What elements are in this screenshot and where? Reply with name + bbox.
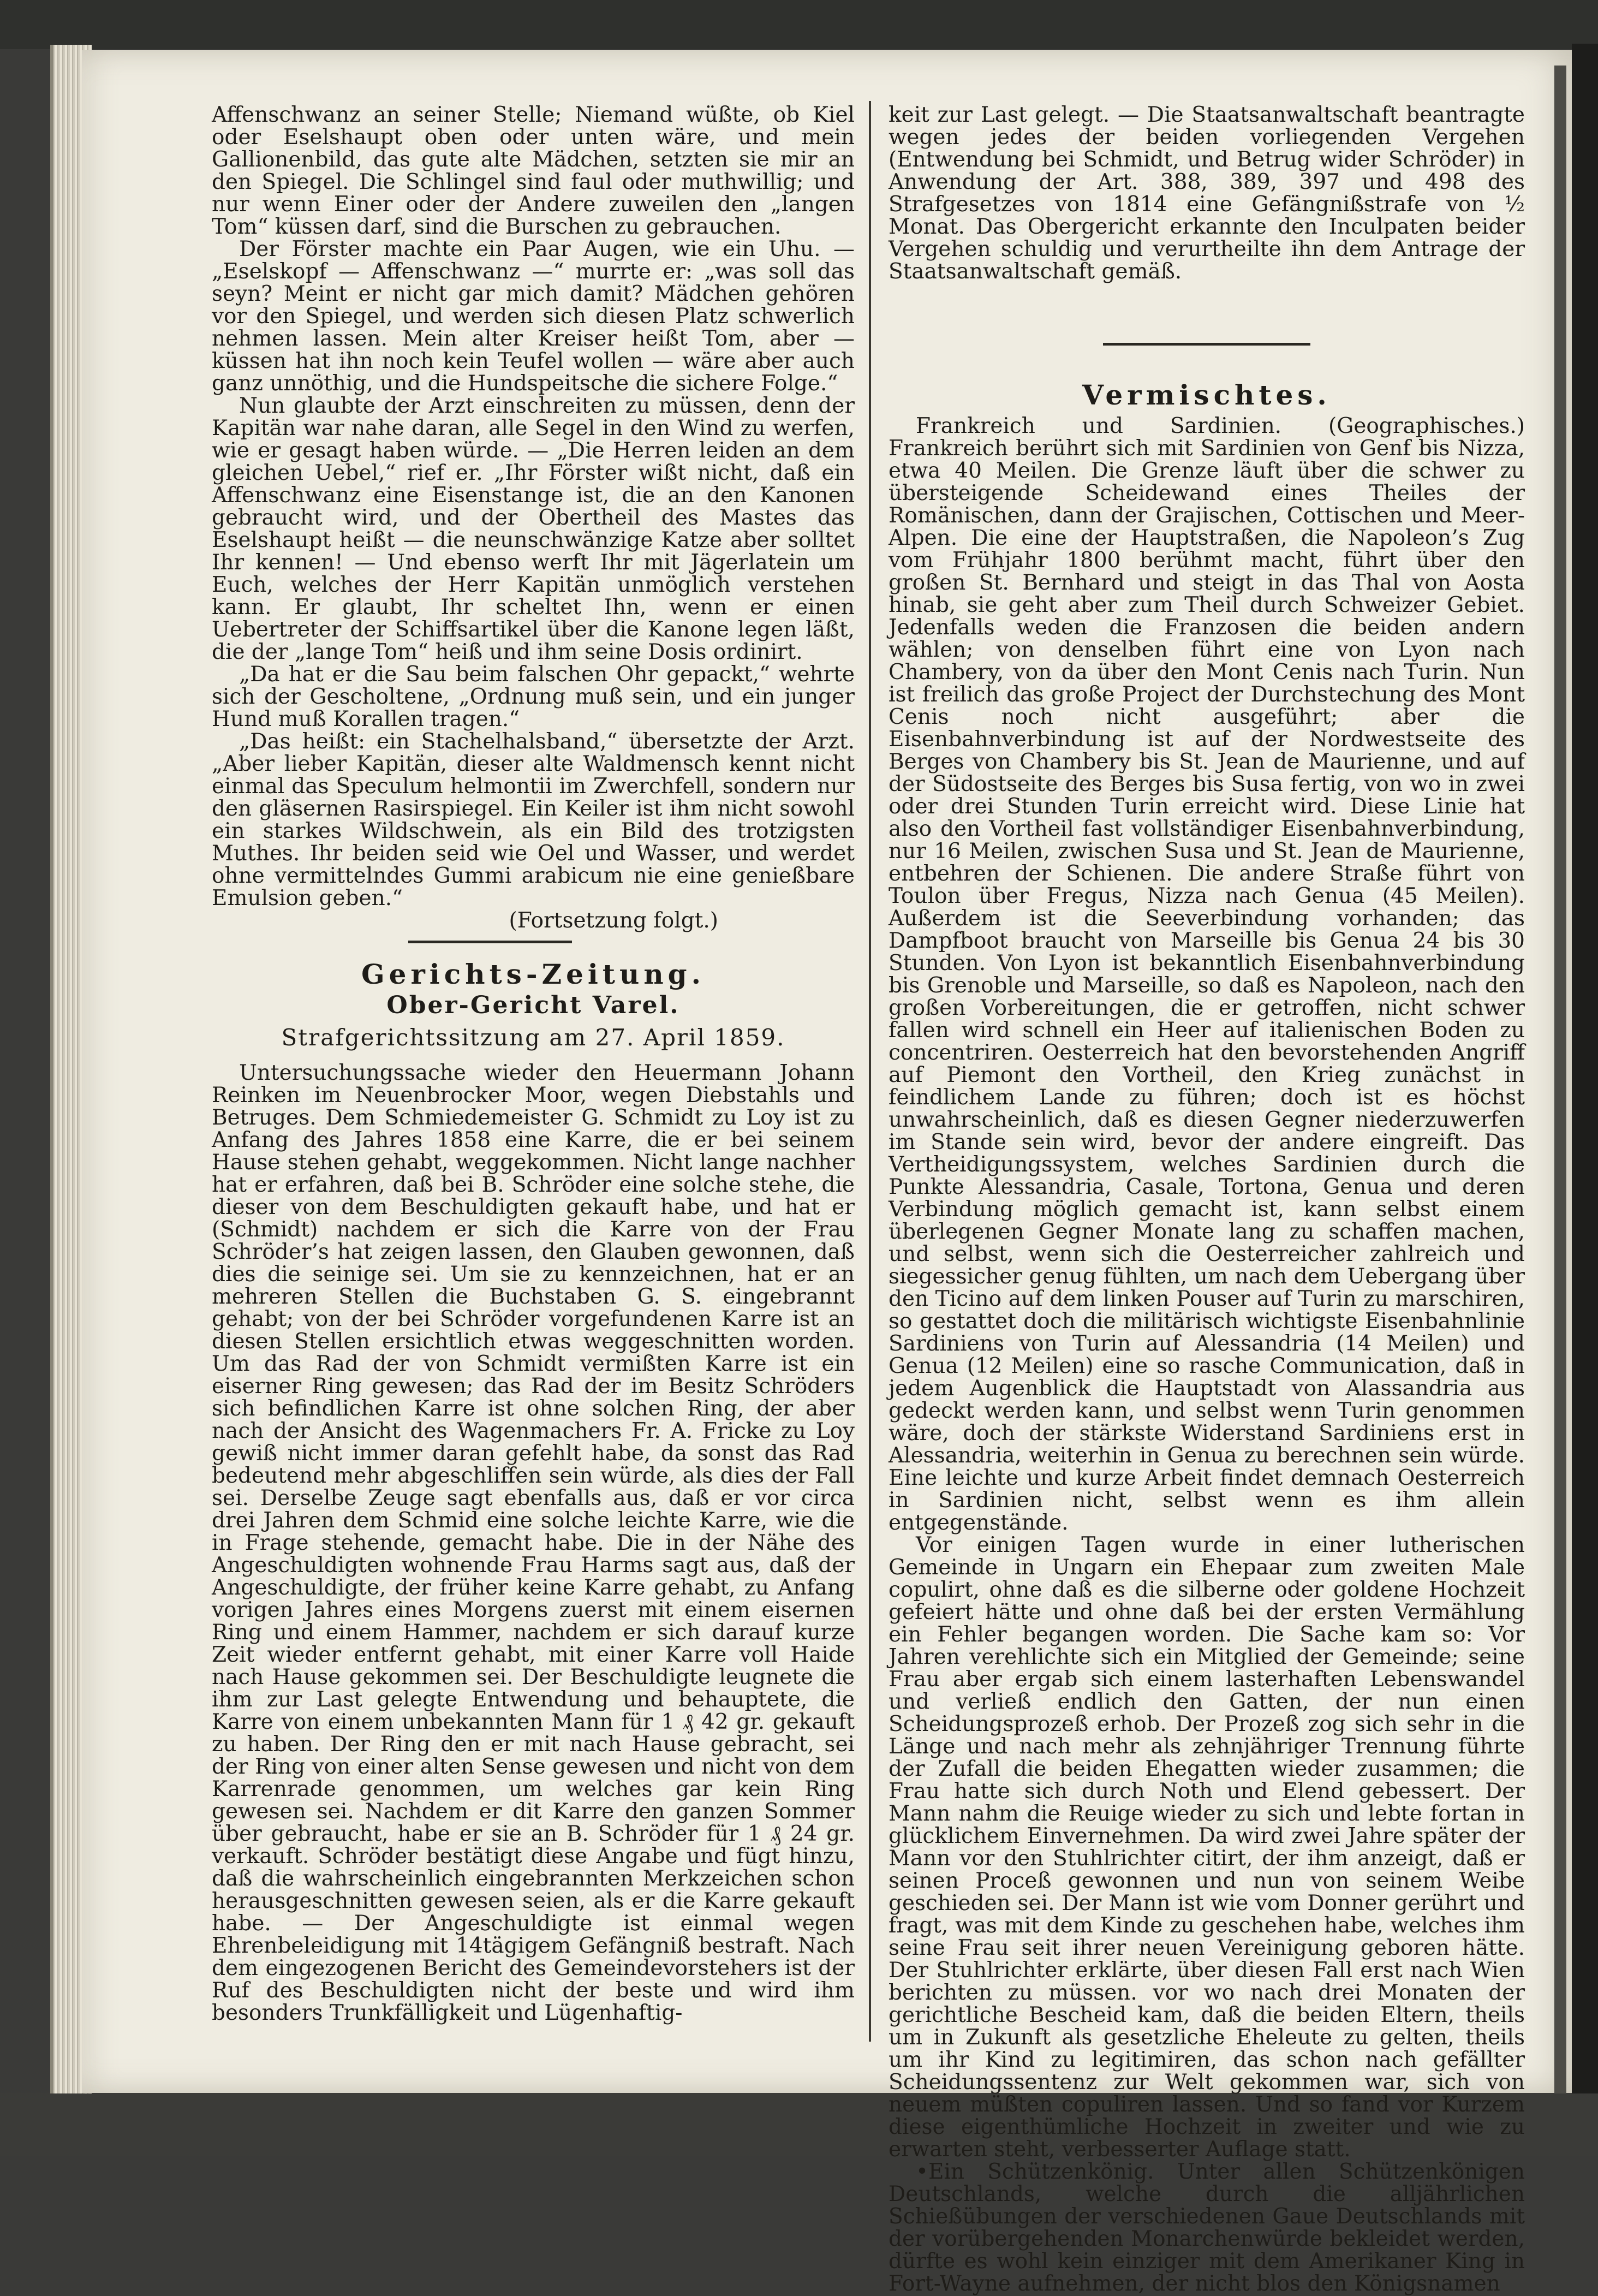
news-item: •Ein Schützenkönig. Unter allen Schützenkönigen Deutschlands, welche durch die alljährlichen Schießübungen der verschiedenen Gaue Deutschlands mit der vorübergehenden Monarchenwürde bekleidet werden, dürfte es wohl kein einziger mit dem Amerikaner King in Fort-Wayne aufnehmen, der nicht blos den Königsnamen <box>889 2160 1525 2296</box>
news-item: Frankreich und Sardinien. (Geographisches.) Frankreich berührt sich mit Sardinien von Genf bis Nizza, etwa 40 Meilen. Die Grenze läuft über die schwer zu übersteigende Scheidewand eines Theiles der Romänischen, dann der Grajischen, Cottischen und Meer-Alpen. Die eine der Hauptstraßen, die Napoleon’s Zug vom Frühjahr 1800 berühmt macht, führt über den großen St. Bernhard und steigt in das Thal von Aosta hinab, sie geht aber zum Theil durch Schweizer Gebiet. Jedenfalls weden die Franzosen die beiden andern wählen; von denselben führt eine von Lyon nach Chambery, von da über den Mont Cenis nach Turin. Nun ist freilich das große Project der Durchstechung des Mont Cenis noch nicht ausgeführt; aber die Eisenbahnverbindung ist auf der Nordwestseite des Berges von Chambery bis St. Jean de Maurienne, und auf der Südostseite des Berges bis Susa fertig, von wo in zwei oder drei Stunden Turin erreicht wird. Diese Linie hat also den Vortheil fast vollständiger Eisenbahnverbindung, nur 16 Meilen, zwischen Susa und St. Jean de Maurienne, entbehren der Schienen. Die andere Straße führt von Toulon über Fregus, Nizza nach Genua (45 Meilen). Außerdem ist die Seeverbindung vorhanden; das Dampfboot braucht von Marseille bis Genua 24 bis 30 Stunden. Von Lyon ist bekanntlich Eisenbahnverbindung bis Grenoble und Marseille, so daß es Napoleon, nach den großen Vorbereitungen, die er getroffen, nicht schwer fallen wird schnell ein Heer auf italienischen Boden zu concentriren. Oesterreich hat den bevorstehenden Angriff auf Piemont den Vortheil, den Krieg zunächst in feindlichem Lande zu führen; doch ist es höchst unwahrscheinlich, daß es diesen Gegner niederzuwerfen im Stande sein wird, bevor der andere eingreift. Das Vertheidigungssystem, welches Sardinien durch die Punkte Alessandria, Casale, Tortona, Genua und deren Verbindung möglich gemacht ist, kann selbst einem überlegenen Gegner Monate lang zu schaffen machen, und selbst, wenn sich die Oesterreicher zahlreich und siegessicher genug fühlten, um nach dem Uebergang über den Ticino auf dem linken Pouser auf Turin zu marschiren, so gestattet doch die militärisch wichtigste Eisenbahnlinie Sardiniens von Turin auf Alessandria (14 Meilen) und Genua (12 Meilen) eine so rasche Communication, daß in jedem Augenblick die Hauptstadt von Alassandria aus gedeckt werden kann, und selbst wenn Turin genommen wäre, doch der stärkste Widerstand Sardiniens erst in Alessandria, weiterhin in Genua zu berechnen sein würde. Eine leichte und kurze Arbeit findet demnach Oesterreich in Sardinien nicht, selbst wenn es ihm allein entgegenstände. <box>889 414 1525 1535</box>
court-report-end: keit zur Last gelegt. — Die Staatsanwaltschaft beantragte wegen jedes der beiden vorliegenden Vergehen (Entwendung bei Schmidt, und Betrug wider Schröder) in Anwendung der Art. 388, 389, 397 und 498 des Strafgesetzes von 1814 eine Gefängnißstrafe von ½ Monat. Das Obergericht erkannte den Inculpaten beider Vergehen schuldig und verurtheilte ihn dem Antrage der Staatsanwaltschaft gemäß. <box>889 103 1525 284</box>
continued-note: (Fortsetzung folgt.) <box>509 908 718 933</box>
story-paragraph: Der Förster machte ein Paar Augen, wie ein Uhu. — „Eselskopf — Affenschwanz —“ murrte er: „was soll das seyn? Meint er nicht gar mich damit? Mädchen gehören vor den Spiegel, und werden sich diesen Platz schwerlich nehmen lassen. Mein alter Kreiser heißt Tom, aber — küssen hat ihn noch kein Teufel wollen — wäre aber auch ganz unnöthig, und die Hundspeitsche die sichere Folge.“ <box>212 237 855 396</box>
section-rule <box>408 941 572 943</box>
section-heading: Vermischtes. <box>1082 379 1331 411</box>
section-rule <box>1103 343 1310 346</box>
news-item: Vor einigen Tagen wurde in einer lutherischen Gemeinde in Ungarn ein Ehepaar zum zweiten Male copulirt, ohne daß es die silberne oder goldene Hochzeit gefeiert hätte und ohne daß bei der ersten Vermählung ein Fehler begangen worden. Die Sache kam so: Vor Jahren verehlichte sich ein Mitglied der Gemeinde; seine Frau aber ergab sich einem lasterhaften Lebenswandel und verließ endlich den Gatten, der nun einen Scheidungsprozeß erhob. Der Prozeß zog sich sehr in die Länge und nach mehr als zehnjähriger Trennung führte der Zufall die beiden Ehegatten wieder zusammen; die Frau hatte sich durch Noth und Elend gebessert. Der Mann nahm die Reuige wieder zu sich und lebte fortan in glücklichem Einvernehmen. Da wird zwei Jahre später der Mann vor den Stuhlrichter citirt, der ihm anzeigt, daß er seinen Proceß gewonnen und nun von seinem Weibe geschieden sei. Der Mann ist wie vom Donner gerührt und fragt, was mit dem Kinde zu geschehen habe, welches ihm seine Frau seit ihrer neuen Vereinigung geboren hätte. Der Stuhlrichter erklärte, über diesen Fall erst nach Wien berichten zu müssen. vor wo nach drei Monaten der gerichtliche Bescheid kam, daß die beiden Eltern, theils um in Zukunft als gesetzliche Eheleute zu gelten, theils um ihr Kind zu legitimiren, das schon nach gefällter Scheidungssentenz zur Welt gekommen war, sich von neuem müßten copuliren lassen. Und so fand vor Kurzem diese eigenthümliche Hochzeit in zweiter und wie zu erwarten steht, verbesserter Auflage statt. <box>889 1533 1525 2162</box>
story-paragraph: „Das heißt: ein Stachelhalsband,“ übersetzte der Arzt. „Aber lieber Kapitän, dieser alte Waldmensch kennt nicht einmal das Speculum helmontii im Zwerchfell, sondern nur den gläsernen Rasirspiegel. Ein Keiler ist ihm nicht sowohl ein starkes Wildschwein, als ein Bild des trotzigsten Muthes. Ihr beiden seid wie Oel und Wasser, und werdet ohne vermittelndes Gummi arabicum nie eine genießbare Emulsion geben.“ <box>212 729 855 911</box>
left-column <box>212 104 855 2024</box>
court-report: Untersuchungssache wieder den Heuermann Johann Reinken im Neuenbrocker Moor, wegen Diebstahls und Betruges. Dem Schmiedemeister G. Schmidt zu Loy ist zu Anfang des Jahres 1858 eine Karre, die er bei seinem Hause stehen gehabt, weggekommen. Nicht lange nachher hat er erfahren, daß bei B. Schröder eine solche stehe, die dieser von dem Beschuldigten gekauft habe, und hat er (Schmidt) nachdem er sich die Karre von der Frau Schröder’s hat zeigen lassen, den Glauben gewonnen, daß dies die seinige sei. Um sie zu kennzeichnen, hat er an mehreren Stellen die Buchstaben G. S. eingebrannt gehabt; von der bei Schröder vorgefundenen Karre ist an diesen Stellen ersichtlich etwas weggeschnitten worden. Um das Rad der von Schmidt vermißten Karre ist ein eiserner Ring gewesen; das Rad der im Besitz Schröders sich befindlichen Karre ist ohne solchen Ring, der aber nach der Ansicht des Wagenmachers Fr. A. Fricke zu Loy gewiß nicht immer daran gefehlt habe, da sonst das Rad bedeutend mehr abgeschliffen sein würde, als dies der Fall sei. Derselbe Zeuge sagt ebenfalls aus, daß er vor circa drei Jahren dem Schmid eine solche leichte Karre, wie die in Frage stehende, gemacht habe. Die in der Nähe des Angeschuldigten wohnende Frau Harms sagt aus, daß der Angeschuldigte, der früher keine Karre gehabt, zu Anfang vorigen Jahres eines Morgens zuerst mit einem eisernen Ring und einem Hammer, nachdem er sich darauf kurze Zeit wieder entfernt gehabt, mit einer Karre voll Haide nach Hause gekommen sei. Der Beschuldigte leugnete die ihm zur Last gelegte Entwendung und behauptete, die Karre von einem unbekannten Mann für 1 ₰ 42 gr. gekauft zu haben. Der Ring den er mit nach Hause gebracht, sei der Ring von einer alten Sense gewesen und nicht von dem Karrenrade genommen, um welches gar kein Ring gewesen sei. Nachdem er dit Karre den ganzen Sommer über gebraucht, habe er sie an B. Schröder für 1 ₰ 24 gr. verkauft. Schröder bestätigt diese Angabe und fügt hinzu, daß die wahrscheinlich eingebrannten Merkzeichen schon herausgeschnitten gewesen seien, als er die Karre gekauft habe. — Der Angeschuldigte ist einmal wegen Ehrenbeleidigung mit 14tägigem Gefängniß bestraft. Nach dem eingezogenen Bericht des Gemeindevorstehers ist der Ruf des Beschuldigten nicht der beste und wird ihm besonders Trunkfälligkeit und Lügenhaftig- <box>212 1061 855 2025</box>
story-paragraph: „Da hat er die Sau beim falschen Ohr gepackt,“ wehrte sich der Gescholtene, „Ordnung muß sein, und ein junger Hund muß Korallen tragen.“ <box>212 662 855 731</box>
column-divider <box>869 101 871 2042</box>
session-dateline: Strafgerichtssitzung am 27. April 1859. <box>281 1024 785 1051</box>
story-paragraph: Affenschwanz an seiner Stelle; Niemand wüßte, ob Kiel oder Eselshaupt oben oder unten wäre, und mein Gallionenbild, das gute alte Mädchen, setzten sie mir an den Spiegel. Die Schlingel sind faul oder muthwillig; und nur wenn Einer oder der Andere zuweilen den „langen Tom“ küssen darf, sind die Burschen zu gebrauchen. <box>212 103 855 239</box>
story-paragraph: Nun glaubte der Arzt einschreiten zu müssen, denn der Kapitän war nahe daran, alle Segel in den Wind zu werfen, wie er gesagt haben würde. — „Die Herren leiden an dem gleichen Uebel,“ rief er. „Ihr Förster wißt nicht, daß ein Affenschwanz eine Eisenstange ist, die an den Kanonen gebraucht wird, und der Obertheil des Mastes das Eselshaupt heißt — die neunschwänzige Katze aber solltet Ihr kennen! — Und ebenso werft Ihr mit Jägerlatein um Euch, welches der Herr Kapitän unmöglich verstehen kann. Er glaubt, Ihr scheltet Ihn, wenn er einen Uebertreter der Schiffsartikel über die Kanone legen läßt, die der „lange Tom“ heiß und ihm seine Dosis ordinirt. <box>212 394 855 664</box>
binding-shadow <box>1554 66 1566 2096</box>
right-column <box>889 104 1525 2295</box>
court-name: Ober-Gericht Varel. <box>386 991 680 1019</box>
scan-background-right <box>1572 44 1598 2102</box>
section-heading: Gerichts-Zeitung. <box>361 958 706 990</box>
scan-background-top <box>0 0 1598 49</box>
